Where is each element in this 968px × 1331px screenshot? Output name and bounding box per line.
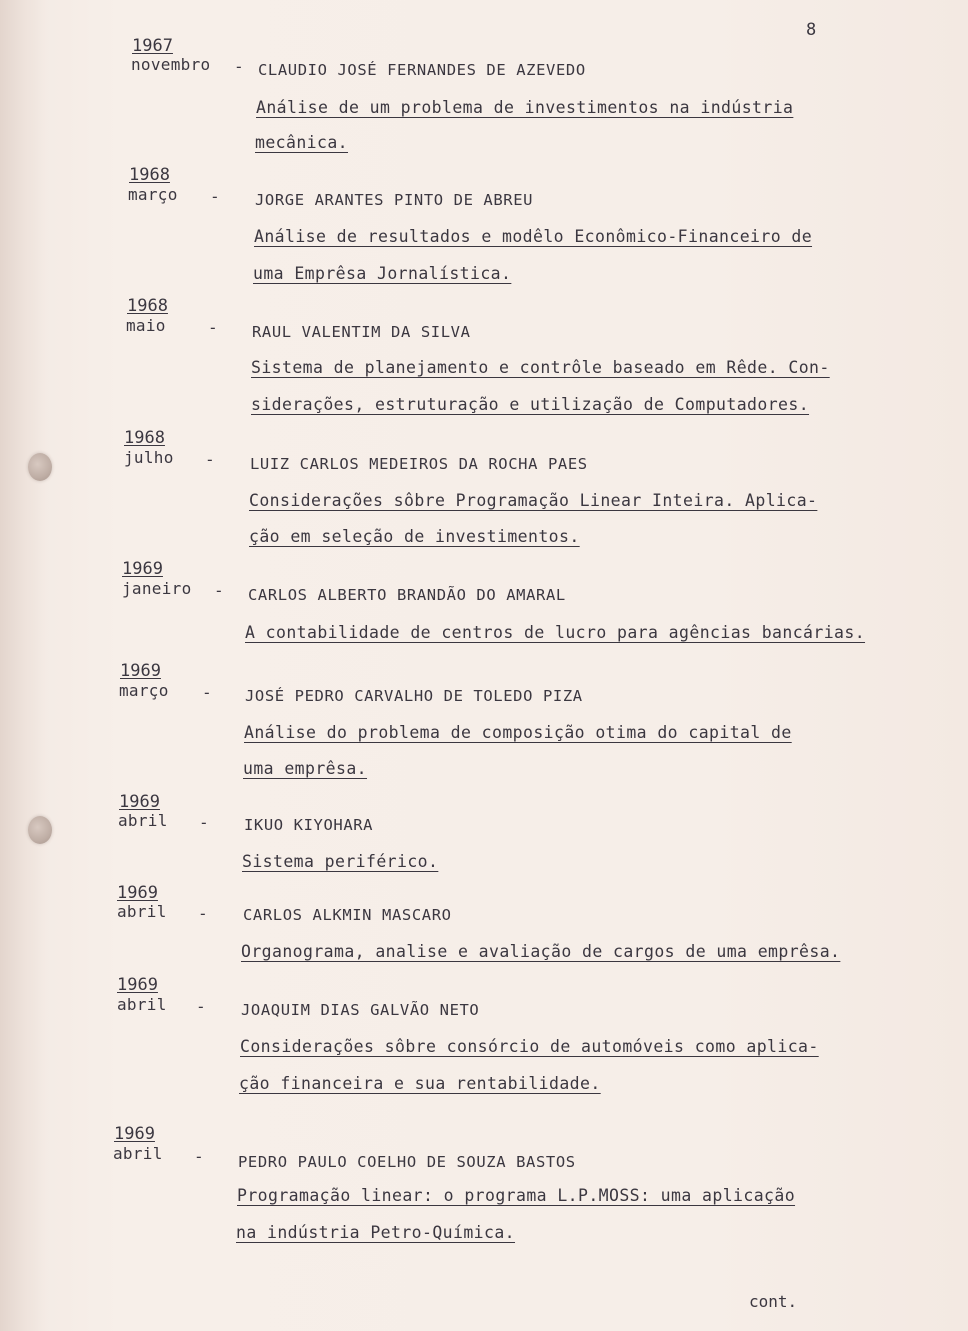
entry-title-line: ção financeira e sua rentabilidade.	[239, 1074, 601, 1093]
entry-dash: -	[196, 997, 206, 1016]
entry-title-line: siderações, estruturação e utilização de Computadores.	[251, 395, 810, 414]
entry-title-line: A contabilidade de centros de lucro para agências bancárias.	[245, 623, 866, 642]
entry-dash: -	[208, 318, 218, 337]
entry-title-line: Considerações sôbre consórcio de automóveis como aplica-	[240, 1037, 819, 1056]
entry-dash: -	[234, 57, 244, 76]
entry-year: 1969	[114, 1124, 155, 1144]
entry-year: 1968	[129, 165, 170, 185]
punch-hole-top	[28, 453, 52, 481]
entry-title-line: uma emprêsa.	[243, 759, 368, 778]
entry-dash: -	[210, 187, 220, 206]
entry-month: abril	[117, 995, 167, 1014]
entry-year: 1969	[119, 792, 160, 812]
entry-year: 1968	[127, 296, 168, 316]
entry-dash: -	[214, 581, 224, 600]
entry-year: 1969	[122, 559, 163, 579]
punch-hole-bottom	[28, 816, 52, 844]
entry-title-line: uma Emprêsa Jornalística.	[253, 264, 512, 283]
entry-year: 1968	[124, 428, 165, 448]
entry-title-line: na indústria Petro-Química.	[236, 1223, 516, 1242]
entry-month: abril	[113, 1144, 163, 1163]
entry-title-line: Organograma, analise e avaliação de cargos de uma emprêsa.	[241, 942, 841, 961]
entry-author: JORGE ARANTES PINTO DE ABREU	[255, 191, 534, 209]
entry-author: LUIZ CARLOS MEDEIROS DA ROCHA PAES	[250, 455, 588, 473]
entry-dash: -	[202, 683, 212, 702]
entry-author: JOSÉ PEDRO CARVALHO DE TOLEDO PIZA	[245, 687, 583, 705]
entry-dash: -	[205, 450, 215, 469]
entry-author: JOAQUIM DIAS GALVÃO NETO	[241, 1001, 480, 1019]
entry-title-line: Análise de um problema de investimentos na indústria	[256, 98, 794, 117]
entry-month: março	[128, 185, 178, 204]
entry-year: 1969	[120, 661, 161, 681]
paper-binding-edge	[0, 0, 46, 1331]
continuation-note: cont.	[749, 1292, 798, 1311]
entry-month: março	[119, 681, 169, 700]
entry-title-line: Análise do problema de composição otima do capital de	[244, 723, 792, 742]
entry-month: abril	[118, 811, 168, 830]
page-number: 8	[806, 20, 817, 40]
entry-dash: -	[199, 813, 209, 832]
entry-dash: -	[198, 904, 208, 923]
entry-month: abril	[117, 902, 167, 921]
entry-title-line: ção em seleção de investimentos.	[249, 527, 580, 546]
entry-author: CARLOS ALKMIN MASCARO	[243, 906, 452, 924]
entry-author: CLAUDIO JOSÉ FERNANDES DE AZEVEDO	[258, 61, 586, 79]
entry-author: IKUO KIYOHARA	[244, 816, 374, 834]
entry-author: CARLOS ALBERTO BRANDÃO DO AMARAL	[248, 586, 566, 604]
entry-month: maio	[126, 316, 166, 335]
entry-author: PEDRO PAULO COELHO DE SOUZA BASTOS	[238, 1153, 576, 1171]
entry-title-line: mecânica.	[255, 133, 349, 152]
entry-title-line: Considerações sôbre Programação Linear Inteira. Aplica-	[249, 491, 818, 510]
entry-month: janeiro	[122, 579, 192, 598]
entry-year: 1969	[117, 975, 158, 995]
entry-author: RAUL VALENTIM DA SILVA	[252, 323, 471, 341]
entry-month: julho	[124, 448, 174, 467]
entry-title-line: Programação linear: o programa L.P.MOSS: uma aplicação	[237, 1186, 796, 1205]
entry-year: 1967	[132, 36, 173, 56]
entry-dash: -	[194, 1147, 204, 1166]
entry-month: novembro	[131, 55, 211, 74]
entry-year: 1969	[117, 883, 158, 903]
entry-title-line: Sistema periférico.	[242, 852, 439, 871]
entry-title-line: Sistema de planejamento e contrôle baseado em Rêde. Con-	[251, 358, 830, 377]
entry-title-line: Análise de resultados e modêlo Econômico-Financeiro de	[254, 227, 813, 246]
